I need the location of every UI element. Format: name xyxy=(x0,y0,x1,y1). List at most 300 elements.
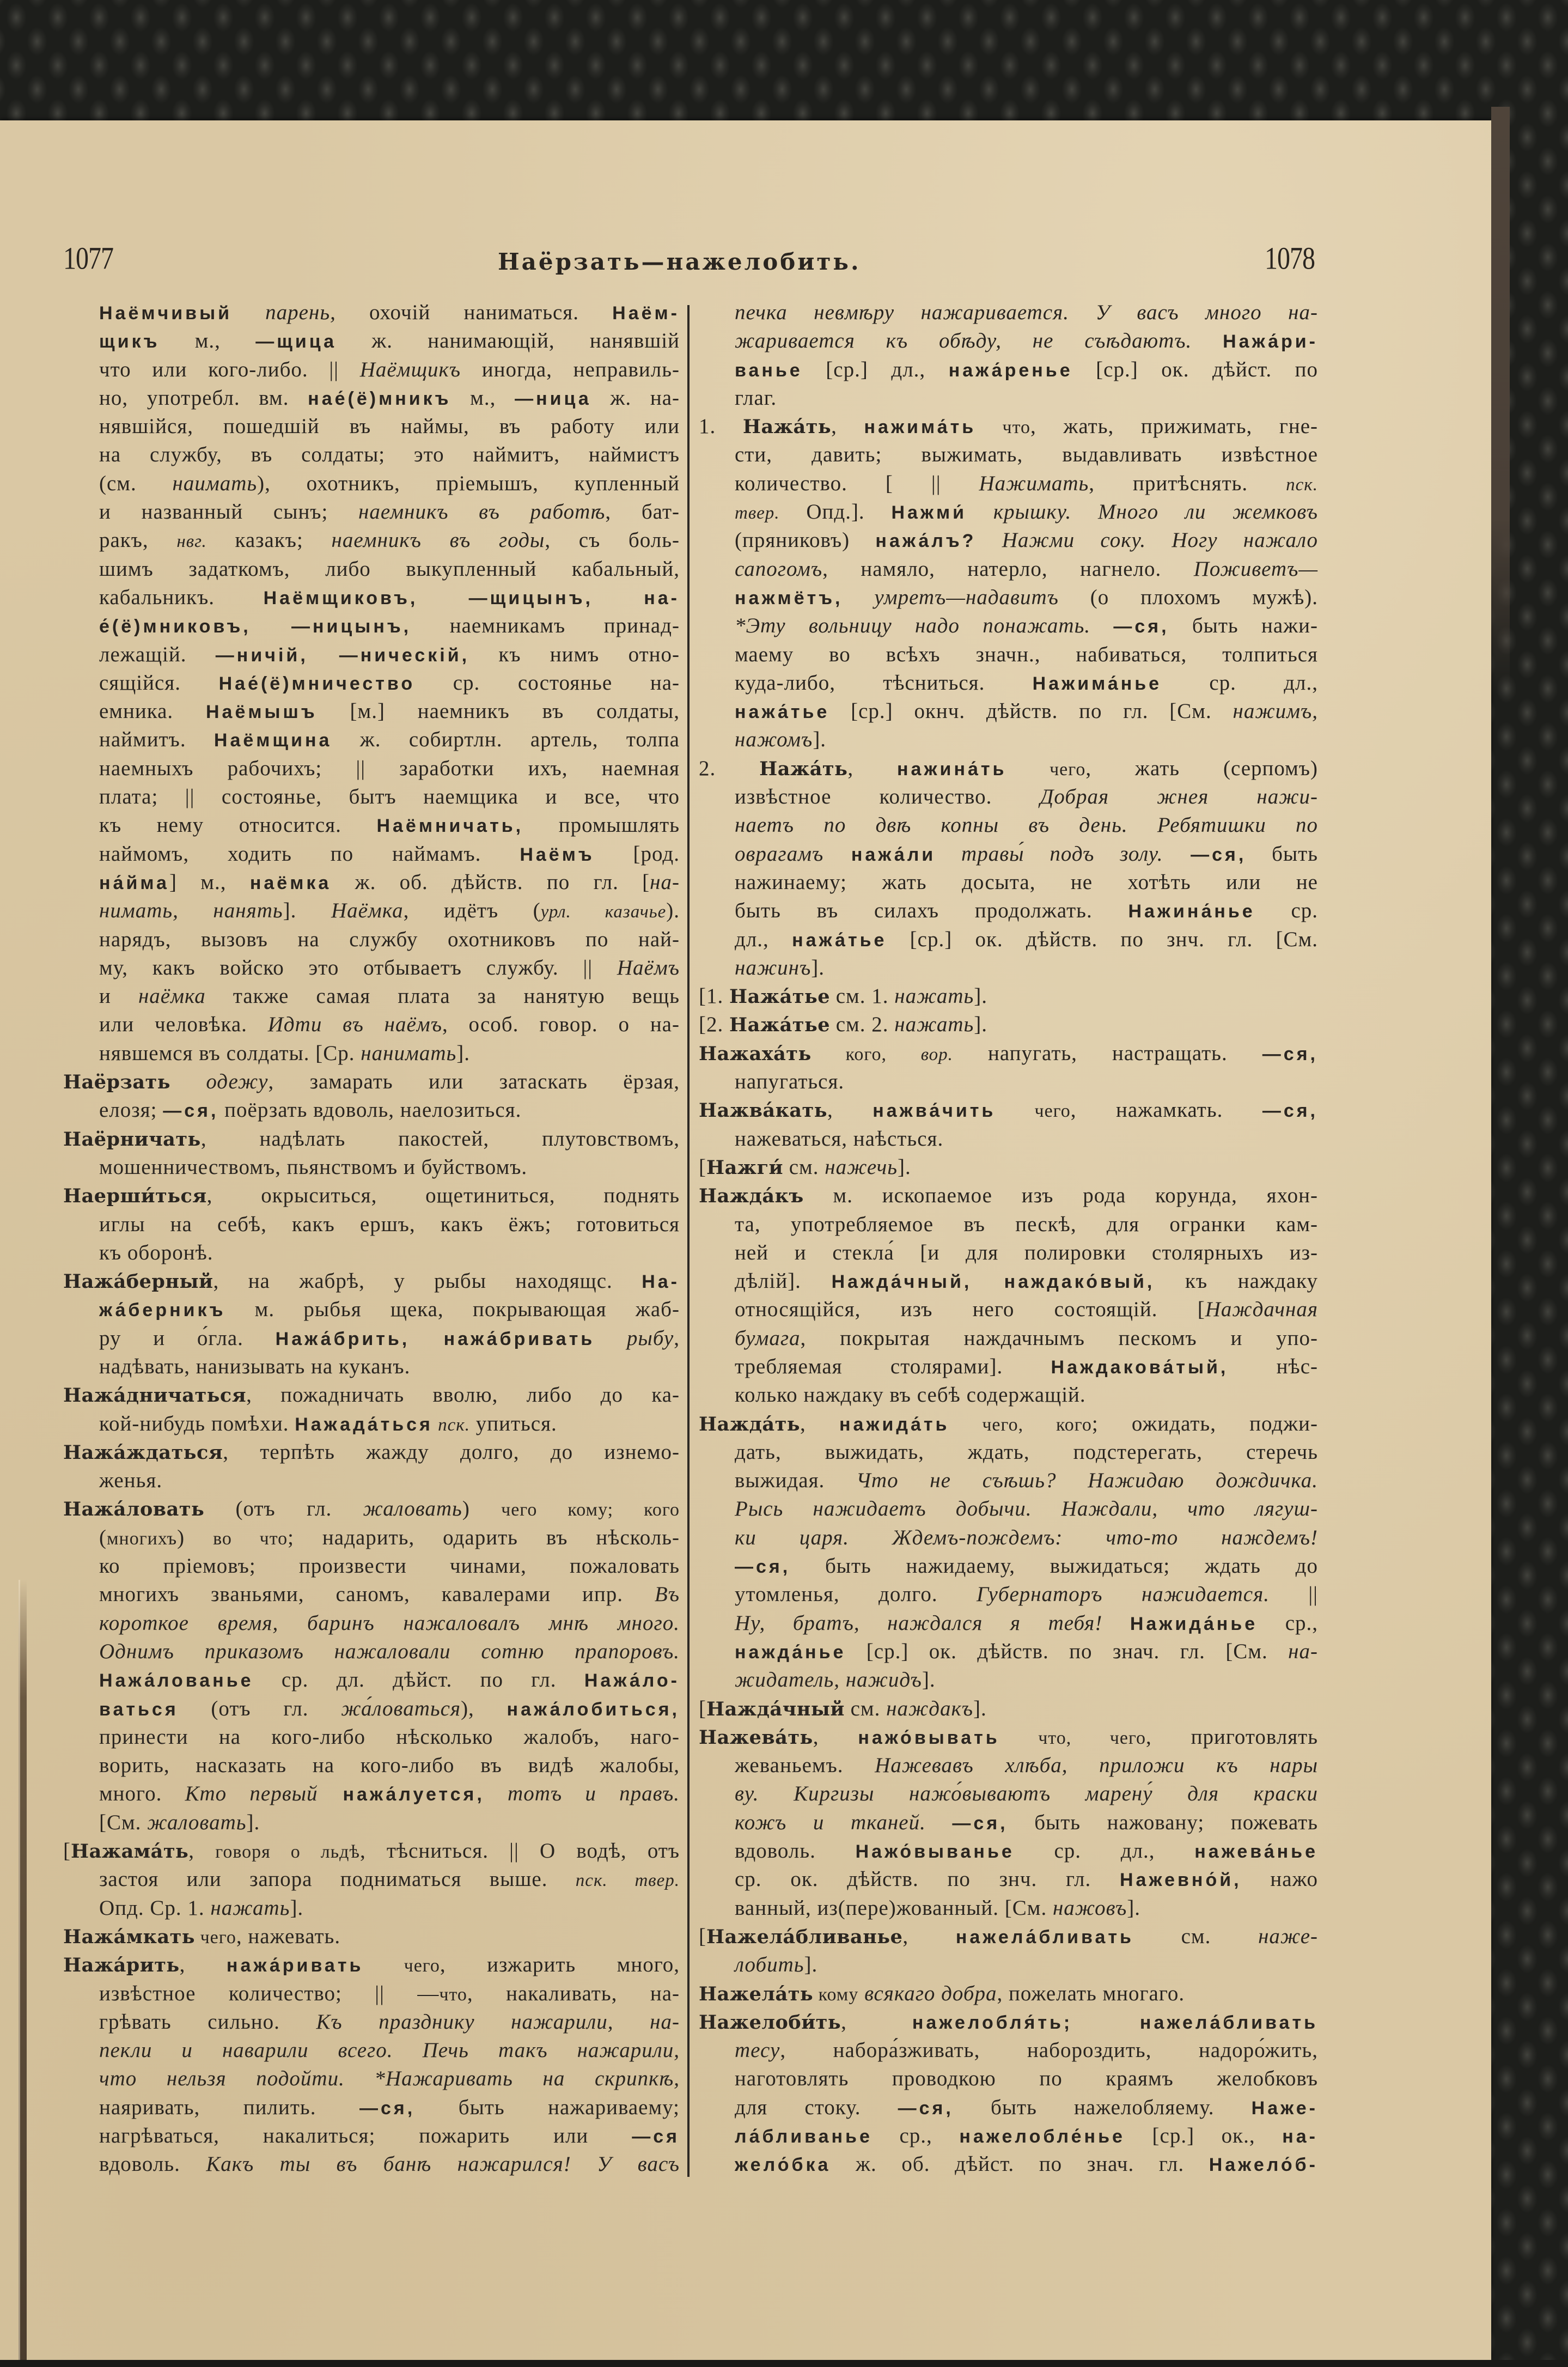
bold-headword: нажда́нье xyxy=(735,1641,846,1663)
entry-continuation-line xyxy=(699,2036,1318,2065)
text-run: ]. xyxy=(813,728,827,752)
italic-run: наёмка xyxy=(138,984,206,1008)
text-run: ]. xyxy=(973,1696,987,1720)
italic-run: Идти въ наёмъ xyxy=(267,1013,442,1037)
bold-headword: —ся xyxy=(632,2126,680,2147)
text-run: , набора́зживать, набороздить, надоро́жить, xyxy=(780,2039,1318,2062)
bold-headword: нажо́вывать xyxy=(858,1727,1000,1748)
text-run: [м.] наемникъ въ солдаты, xyxy=(317,699,680,723)
bold-headword: Нажа́ло- xyxy=(584,1670,680,1691)
entry-continuation-line xyxy=(63,1894,680,1922)
text-run: , надѣлать пакостей, плутовствомъ, xyxy=(200,1127,680,1151)
entry-headword: Наерши́ться xyxy=(63,1185,207,1208)
small-italic-label: урл. казачье xyxy=(540,902,667,922)
entry-continuation-line xyxy=(699,1495,1318,1523)
entry-continuation-line xyxy=(63,2065,680,2093)
entry-headword: Нажа́ждаться xyxy=(63,1441,223,1464)
entry-continuation-line xyxy=(699,1666,1318,1694)
bold-headword: Нажа́лованье xyxy=(99,1670,254,1691)
bold-headword: —ся, xyxy=(898,2097,954,2119)
italic-run: жидатель, нажидъ xyxy=(735,1668,922,1692)
text-run: извѣстное количество; || — xyxy=(99,1981,440,2005)
entry-continuation-line xyxy=(63,1865,680,1894)
text-run: иногда, неправиль- xyxy=(461,357,680,381)
text-run: , xyxy=(813,1725,858,1749)
entry-start-line xyxy=(63,1837,680,1865)
text-run: , терпѣть жажду долго, до изнемо- xyxy=(223,1440,680,1464)
entry-continuation-line xyxy=(63,726,680,754)
text-run: относящійся, изъ него состоящій. [ xyxy=(735,1298,1205,1322)
text-run: ж. нанимающій, нанявшій xyxy=(337,329,680,353)
bold-headword: —ся, xyxy=(163,1100,219,1122)
text-run: 1. xyxy=(699,415,743,439)
entry-continuation-line xyxy=(63,2150,680,2179)
right-page-number: 1078 xyxy=(1265,241,1315,277)
italic-run: Наёмка xyxy=(331,899,404,923)
text-run: [ср.] окнч. дѣйств. по гл. [См. xyxy=(829,699,1233,723)
entry-continuation-line xyxy=(63,384,680,412)
entry-continuation-line xyxy=(63,1751,680,1780)
text-run: ко пріемовъ; произвести чинами, пожаловать xyxy=(99,1554,680,1578)
text-run: къ нему относится. xyxy=(99,813,377,837)
bold-headword: Наже- xyxy=(1251,2097,1318,2119)
entry-start-line xyxy=(699,1695,1318,1723)
bold-headword: —щица xyxy=(255,331,337,352)
entry-continuation-line xyxy=(63,1524,680,1552)
text-run: ворить, насказать на кого-либо въ видѣ жалобы, xyxy=(99,1754,680,1778)
entry-start-line xyxy=(699,1182,1318,1210)
entry-continuation-line xyxy=(699,1467,1318,1495)
entry-continuation-line xyxy=(63,1723,680,1751)
text-run: 2. xyxy=(699,756,760,780)
text-run: ), xyxy=(461,1696,507,1720)
entry-headword: Нажева́ть xyxy=(699,1726,813,1749)
bold-headword: —ся, xyxy=(1262,1100,1319,1122)
bold-headword: —ся, xyxy=(1262,1043,1318,1064)
entry-start-line xyxy=(699,1723,1318,1751)
small-text: многихъ xyxy=(107,1528,178,1549)
text-run: му, какъ войско это отбываетъ службу. || xyxy=(99,956,617,979)
italic-run: ки царя. Ждемъ-пождемъ: что-то наждемъ! xyxy=(735,1525,1318,1549)
italic-run: оврагамъ xyxy=(735,842,824,866)
bold-headword: Нажа́ри- xyxy=(1223,331,1318,352)
small-text: говоря о льдѣ xyxy=(215,1842,360,1863)
bold-headword: нажа́тье xyxy=(792,929,887,951)
bold-headword: Нае́(ё)мничество xyxy=(218,673,416,694)
entry-continuation-line xyxy=(699,1751,1318,1780)
text-run: извѣстное количество. xyxy=(735,785,1040,809)
text-run: ) xyxy=(462,1497,502,1521)
bold-headword: щикъ xyxy=(99,331,160,352)
entry-start-line xyxy=(63,1267,680,1295)
entry-continuation-line xyxy=(63,1295,680,1324)
italic-run: Однимъ приказомъ нажаловали сотню прапоровъ. xyxy=(99,1639,680,1663)
entry-headword: Нажа́рить xyxy=(63,1954,180,1977)
text-run: ]. xyxy=(290,1896,304,1920)
text-run: , пожелать многаго. xyxy=(997,1981,1185,2005)
text-run: сти, давить; выжимать, выдавливать извѣстное xyxy=(735,443,1318,467)
bold-headword: Нажада́ться xyxy=(295,1414,433,1435)
entry-continuation-line xyxy=(699,1837,1318,1865)
entry-headword: Нажама́ть xyxy=(71,1840,189,1863)
italic-run: парень, xyxy=(232,301,336,324)
entry-continuation-line xyxy=(699,1381,1318,1409)
entry-headword: Нажа́ть xyxy=(742,416,832,439)
entry-continuation-line xyxy=(699,441,1318,469)
text-run: , xyxy=(188,1839,216,1863)
text-run: ]. xyxy=(246,1810,260,1834)
entry-continuation-line xyxy=(699,2150,1318,2179)
bold-headword: на- xyxy=(1282,2126,1318,2147)
text-run: наймитъ. xyxy=(99,728,214,752)
text-run: принести на кого-либо нѣсколько жалобъ, наго- xyxy=(99,1725,680,1749)
entry-continuation-line xyxy=(699,1524,1318,1552)
text-run: къ наждаку xyxy=(1155,1269,1318,1293)
text-run: много. xyxy=(99,1782,185,1806)
entry-continuation-line xyxy=(63,1210,680,1239)
text-run: жеваньемъ. xyxy=(735,1754,875,1778)
text-run: колько наждаку въ себѣ содержащій. xyxy=(735,1383,1086,1407)
entry-continuation-line xyxy=(699,926,1318,954)
italic-run: жаривается къ обѣду, не съѣдаютъ. xyxy=(735,329,1223,353)
text-run: [ xyxy=(699,1155,706,1179)
text-run: дѣлій]. xyxy=(735,1269,832,1293)
small-italic-label: твер. xyxy=(735,503,780,524)
entry-continuation-line xyxy=(699,2065,1318,2093)
entry-continuation-line xyxy=(699,868,1318,897)
entry-headword: Нажела́бливанье xyxy=(706,1925,903,1948)
text-run: многихъ званьями, саномъ, кавалерами ипр. xyxy=(99,1583,655,1607)
text-run: , замарать или затаскать ёрзая, xyxy=(268,1070,680,1094)
bold-headword: —ся, xyxy=(952,1812,1008,1834)
bold-headword: ванье xyxy=(735,360,803,381)
column-divider xyxy=(687,305,690,2177)
italic-run: Рысь нажидаетъ добычи. Наждали, что лягуш- xyxy=(735,1497,1318,1521)
entry-continuation-line xyxy=(699,1894,1318,1922)
text-run: ср. дл., xyxy=(1162,671,1318,695)
text-run: количество. [ || xyxy=(735,471,979,495)
text-run: , приготовлять xyxy=(1146,1725,1318,1749)
entry-continuation-line xyxy=(63,1666,680,1694)
text-run: къ нимъ отно- xyxy=(469,642,680,666)
entry-headword: Нажа́ть xyxy=(759,757,848,780)
bold-headword: Нажа́брить, нажа́бривать xyxy=(275,1328,595,1349)
entry-start-line xyxy=(63,1922,680,1951)
entry-continuation-line xyxy=(63,982,680,1011)
entry-continuation-line xyxy=(63,1552,680,1580)
text-run: быть нажелобляему. xyxy=(953,2095,1252,2119)
book-edge-strip xyxy=(1491,107,1510,695)
entry-continuation-line xyxy=(63,926,680,954)
text-run: Опд.]. xyxy=(779,500,892,524)
text-run: вдоволь. xyxy=(735,1839,856,1863)
entry-continuation-line xyxy=(63,1239,680,1267)
text-run: [ср.] ок. дѣйств. по знач. гл. [См. xyxy=(846,1639,1289,1663)
entry-continuation-line xyxy=(63,954,680,982)
text-run: елозя; xyxy=(99,1098,163,1122)
entry-continuation-line xyxy=(699,1609,1318,1638)
entry-start-line xyxy=(699,982,1318,1011)
entry-continuation-line xyxy=(63,1011,680,1039)
entry-headword: Нажда́къ xyxy=(699,1185,804,1208)
small-text: чего xyxy=(195,1927,236,1948)
entry-continuation-line xyxy=(63,840,680,868)
entry-start-line xyxy=(63,1182,680,1210)
small-text: кого, xyxy=(811,1044,921,1064)
entry-continuation-line xyxy=(63,1695,680,1723)
text-run: наемныхъ рабочихъ; || заработки ихъ, наемная xyxy=(99,756,680,780)
entry-continuation-line xyxy=(63,498,680,526)
entry-start-line xyxy=(63,1068,680,1096)
text-run: выжидая. xyxy=(735,1469,857,1493)
entry-continuation-line xyxy=(699,897,1318,925)
text-run: наймомъ, ходить по наймамъ. xyxy=(99,842,520,866)
bold-headword: нажа́тье xyxy=(735,702,830,723)
bold-headword: наёмка xyxy=(249,872,332,893)
entry-continuation-line xyxy=(63,1467,680,1495)
entry-continuation-line xyxy=(699,327,1318,355)
text-run: застоя или запора подниматься выше. xyxy=(99,1867,576,1891)
bold-headword: Нажида́нье xyxy=(1130,1613,1258,1634)
entry-start-line xyxy=(699,1096,1318,1124)
small-italic-label: пск. твер. xyxy=(575,1871,680,1891)
entry-continuation-line xyxy=(699,612,1318,640)
text-run: см. 2. xyxy=(829,1013,895,1037)
entry-continuation-line xyxy=(699,1068,1318,1096)
entry-continuation-line xyxy=(63,1324,680,1353)
left-page-number: 1077 xyxy=(63,241,113,277)
text-run: сящійся. xyxy=(99,671,219,695)
bold-headword: нажа́ли xyxy=(823,844,936,865)
text-run: промышлять xyxy=(523,813,680,837)
entry-start-line xyxy=(699,1039,1318,1068)
text-run: ср. дл. дѣйст. по гл. xyxy=(253,1668,584,1692)
entry-continuation-line xyxy=(63,2122,680,2150)
text-run: ; ожидать, поджи- xyxy=(1091,1411,1318,1435)
italic-run: на- xyxy=(650,870,680,894)
entry-continuation-line xyxy=(699,1295,1318,1324)
text-run: дать, выжидать, ждать, подстерегать, стеречь xyxy=(735,1440,1318,1464)
text-run: , тѣсниться. || О водѣ, отъ xyxy=(359,1839,680,1863)
entry-headword: Нажа́берный xyxy=(63,1270,213,1293)
entry-continuation-line xyxy=(699,1267,1318,1295)
entry-continuation-line xyxy=(699,811,1318,839)
entry-continuation-line xyxy=(63,526,680,555)
bold-headword: нажева́нье xyxy=(1194,1841,1318,1863)
entry-continuation-line xyxy=(699,1865,1318,1894)
text-run: ]. xyxy=(1127,1896,1141,1920)
text-run: утомленья, долго. xyxy=(735,1583,977,1607)
background-strip xyxy=(0,2360,1568,2367)
bold-headword: —ся, xyxy=(1113,616,1169,637)
text-run: ]. xyxy=(974,984,988,1008)
entry-start-line xyxy=(699,412,1318,441)
italic-run: крышку. Много ли жемковъ xyxy=(967,500,1319,524)
text-run: ]. xyxy=(456,1041,471,1065)
bold-headword: нажида́ть xyxy=(839,1414,950,1435)
italic-run: Къ празднику нажарили, на- xyxy=(316,2010,680,2034)
text-run: (отъ гл. xyxy=(204,1497,363,1521)
text-run: поёрзать вдоволь, наелозиться. xyxy=(218,1098,522,1122)
text-run: нажинаему; жать досыта, не хотѣть или не xyxy=(735,870,1318,894)
entry-start-line xyxy=(63,1495,680,1523)
text-run: , идётъ ( xyxy=(403,899,541,923)
entry-continuation-line xyxy=(63,897,680,925)
text-run: дл., xyxy=(735,927,792,951)
bold-headword: нажелобля́ть; нажела́бливать xyxy=(912,2012,1319,2033)
text-run: ср. ок. дѣйств. по знч. гл. xyxy=(735,1867,1120,1891)
entry-continuation-line xyxy=(63,356,680,384)
text-run: нявшемся въ солдаты. [Ср. xyxy=(99,1041,361,1065)
small-text: чего xyxy=(996,1101,1071,1122)
entry-continuation-line xyxy=(63,1039,680,1068)
entry-continuation-line xyxy=(63,555,680,583)
text-run: быть нажи- xyxy=(1169,614,1318,638)
small-text: чего xyxy=(1006,759,1086,780)
entry-start-line xyxy=(699,1153,1318,1182)
entry-continuation-line xyxy=(699,697,1318,726)
text-run: быть нажидаему, выжидаться; ждать до xyxy=(790,1554,1318,1578)
bold-headword: —ся, xyxy=(359,2097,416,2119)
italic-run: Добрая жнея нажи- xyxy=(1040,785,1318,809)
text-run: ( xyxy=(99,1525,107,1549)
text-run: ср., xyxy=(1258,1611,1318,1635)
text-run: нявшійся, пошедшій въ наймы, въ работу или xyxy=(99,415,680,439)
entry-continuation-line xyxy=(699,1324,1318,1353)
bold-headword: жело́бка xyxy=(735,2155,831,2176)
italic-run: лобить xyxy=(735,1953,804,1977)
bold-headword: Наёмышъ xyxy=(206,702,318,723)
entry-continuation-line xyxy=(63,1153,680,1182)
entry-continuation-line xyxy=(699,470,1318,498)
small-text: чего xyxy=(363,1956,440,1976)
text-run: , окрыситься, ощетиниться, поднять xyxy=(206,1184,680,1208)
entry-headword: Нажелоби́ть xyxy=(699,2011,841,2034)
text-run: [ср.] дл., xyxy=(802,357,949,381)
italic-run: наемникъ въ работѣ xyxy=(358,500,606,524)
running-head: Наёрзать—нажелобить. xyxy=(498,248,861,275)
italic-run: Кто первый xyxy=(185,1782,318,1806)
text-run: глаг. xyxy=(735,386,777,410)
small-text: во что xyxy=(213,1528,288,1549)
italic-run: нажать xyxy=(894,1013,974,1037)
bold-headword: Нажда́чный, наждако́вый, xyxy=(831,1271,1155,1293)
text-run: см. xyxy=(1133,1924,1259,1948)
text-run: и xyxy=(99,984,138,1008)
text-run: наготовлять проводкою по краямъ желобковъ xyxy=(735,2067,1318,2091)
text-run: ]. xyxy=(811,956,825,979)
text-run: но, употребл. вм. xyxy=(99,386,308,410)
entry-continuation-line xyxy=(63,1609,680,1638)
entry-headword: Нажги́ xyxy=(706,1156,783,1179)
text-run: , xyxy=(902,1924,956,1948)
text-run: (отъ гл. xyxy=(178,1696,341,1720)
bold-headword: нажела́бливать xyxy=(955,1926,1134,1948)
entry-continuation-line xyxy=(699,1951,1318,1979)
entry-continuation-line xyxy=(63,1809,680,1837)
bold-headword: нажмётъ, xyxy=(735,587,843,609)
text-run: , нажамкать. xyxy=(1070,1098,1262,1122)
bold-headword: нажа́ривать xyxy=(226,1955,364,1976)
text-run: нажеваться, наѣсться. xyxy=(735,1127,944,1151)
text-run: , накаливать, на- xyxy=(467,1981,680,2005)
entry-headword: Нажа́тье xyxy=(729,985,830,1008)
text-run: ). xyxy=(666,899,680,923)
text-run: быть xyxy=(1246,842,1319,866)
italic-run: Поживетъ— xyxy=(1193,557,1318,581)
bold-headword: ваться xyxy=(99,1699,179,1720)
entry-continuation-line xyxy=(699,555,1318,583)
entry-start-line xyxy=(63,1438,680,1467)
text-run: лежащій. xyxy=(99,642,216,666)
entry-headword: Наёрничать xyxy=(63,1128,201,1151)
text-run: , на жабрѣ, у рыбы находящс. xyxy=(213,1269,642,1293)
text-run: [род. xyxy=(594,842,680,866)
text-run: плата; || состоянье, бытъ наемщика и все, что xyxy=(99,785,680,809)
text-run: ), охотникъ, пріемышъ, купленный xyxy=(257,471,680,495)
text-run: [ср.] ок. дѣйст. по xyxy=(1072,357,1318,381)
entry-headword: Нажа́дничаться xyxy=(63,1384,247,1407)
entry-continuation-line xyxy=(699,1438,1318,1467)
text-run: или человѣка. xyxy=(99,1013,268,1037)
bold-headword: нажа́лобиться, xyxy=(507,1699,680,1720)
entry-continuation-line xyxy=(63,612,680,640)
entry-start-line xyxy=(63,1381,680,1409)
text-run: Опд. Ср. 1. xyxy=(99,1896,211,1920)
text-run: [ср.] ок. дѣйств. по знч. гл. [См. xyxy=(887,927,1318,951)
bold-headword: Наёмничать, xyxy=(376,816,524,837)
text-run: наяривать, пилить. xyxy=(99,2095,359,2119)
italic-run: нажинъ xyxy=(735,956,812,979)
entry-continuation-line xyxy=(699,1638,1318,1666)
entry-continuation-line xyxy=(699,1125,1318,1153)
text-run: нѣс- xyxy=(1228,1354,1318,1378)
text-run: грѣвать сильно. xyxy=(99,2010,316,2034)
entry-continuation-line xyxy=(699,1552,1318,1580)
italic-run: наждакъ xyxy=(886,1696,973,1720)
text-run: (см. xyxy=(99,471,173,495)
entry-continuation-line xyxy=(63,868,680,897)
italic-run: Нажми соку. Ногу нажало xyxy=(976,528,1318,552)
italic-run: бумага xyxy=(735,1326,801,1350)
italic-run: тесу xyxy=(735,2039,780,2062)
text-run: ; надарить, одарить въ нѣсколь- xyxy=(288,1525,680,1549)
entry-continuation-line xyxy=(63,299,680,327)
entry-continuation-line xyxy=(699,1353,1318,1381)
text-run: , съ боль- xyxy=(545,528,680,552)
bold-headword: Нажевно́й, xyxy=(1120,1870,1242,1891)
italic-run: Въ xyxy=(654,1583,680,1607)
text-run: ] м., xyxy=(169,870,250,894)
text-run: [2. xyxy=(699,1013,729,1037)
small-italic-label: нвг. xyxy=(176,532,207,552)
italic-run: всякаго добра xyxy=(858,1981,997,2005)
small-text: чего, кого xyxy=(949,1414,1092,1435)
italic-run: Что не съѣшь? Нажидаю дождичка. xyxy=(856,1469,1318,1493)
text-run: емника. xyxy=(99,699,206,723)
italic-run: что нельзя подойти. *Нажаривать на скрипкѣ, xyxy=(99,2067,680,2091)
italic-run: травы́ подъ золу. xyxy=(936,842,1163,866)
text-run: , пожадничать вволю, либо до ка- xyxy=(246,1383,680,1407)
entry-continuation-line xyxy=(63,641,680,669)
text-run: нажо xyxy=(1241,1867,1319,1891)
text-run: ]. xyxy=(283,899,331,923)
entry-continuation-line xyxy=(63,811,680,839)
text-run: м. ископаемое изъ рода корунда, яхон- xyxy=(803,1184,1318,1208)
italic-run: тотъ и правъ. xyxy=(484,1782,680,1806)
text-run: ]. xyxy=(804,1953,818,1977)
italic-run: Наёмъ xyxy=(617,956,680,979)
